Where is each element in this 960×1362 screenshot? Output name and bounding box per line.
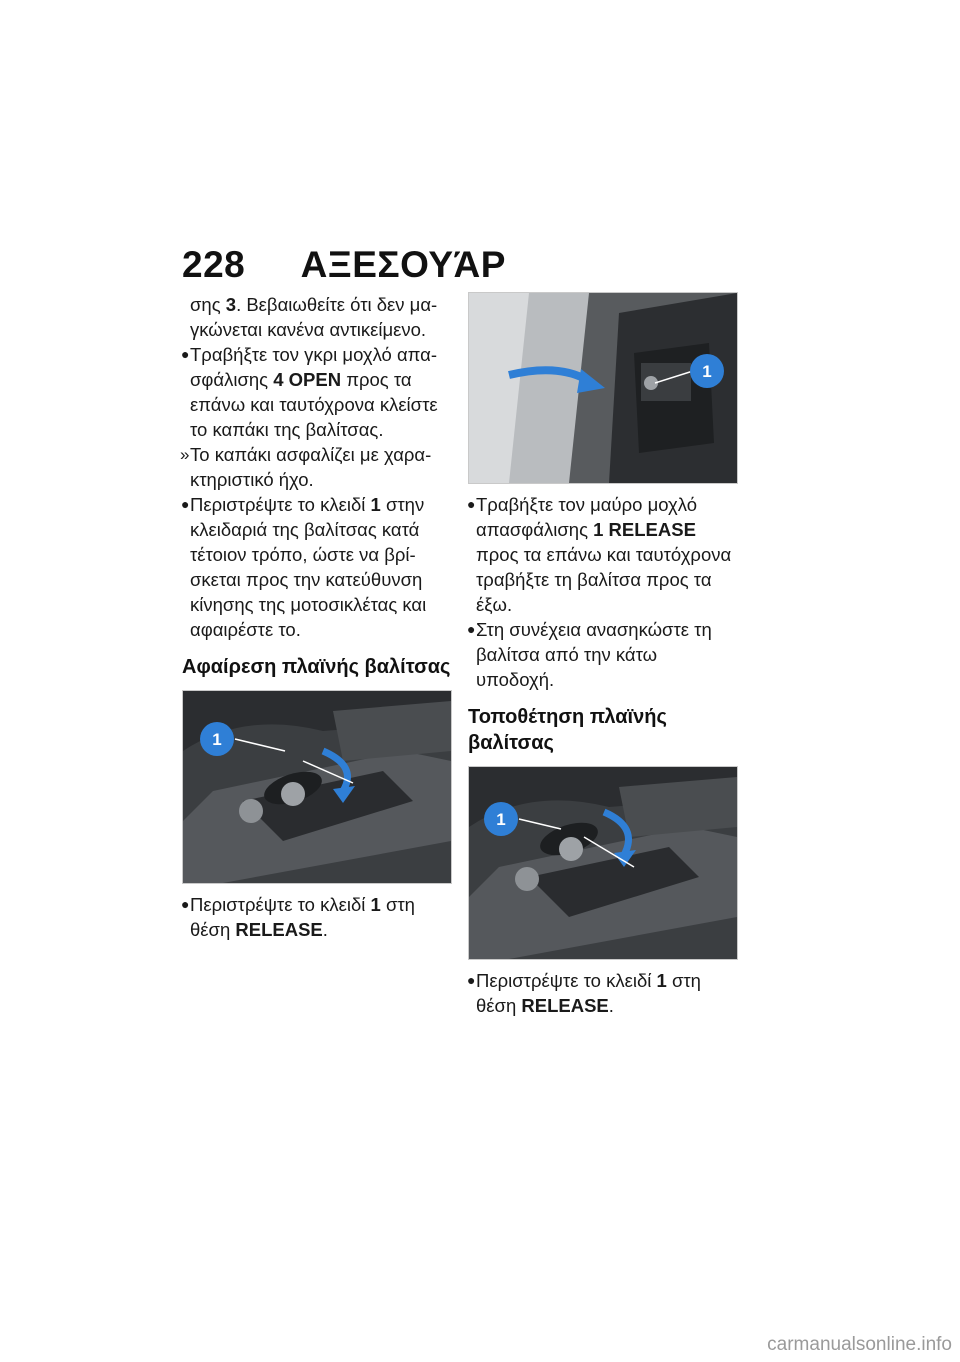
- list-item: ● Στη συνέχεια ανασηκώστε τη βαλίτσα από την κάτω υποδοχή.: [467, 619, 712, 690]
- list-item: ● Τραβήξτε τον μαύρο μοχλό απασφάλισης 1 RELEASE προς τα επάνω και ταυτόχρονα τραβήξτε τη βαλίτσα προς τα έξω.: [467, 494, 732, 615]
- result-arrow-icon: »: [180, 445, 190, 464]
- bullet-icon: ●: [181, 346, 190, 362]
- result-item: » Το καπάκι ασφαλίζει με χαρακτηριστικό ήχο.: [180, 444, 432, 490]
- right-column: [468, 292, 740, 1018]
- list-item: ● Τραβήξτε τον γκρι μοχλό απασφάλισης 4 OPEN προς τα επάνω και ταυτόχρονα κλείστε το καπάκι της βαλίτσας.: [181, 344, 438, 440]
- continuation-text: σης 3. Βεβαιωθείτε ότι δεν μαγκώνεται κανένα αντικείμενο.: [190, 294, 438, 340]
- bullet-icon: ●: [467, 972, 476, 988]
- footer-watermark: carmanualsonline.info: [767, 1334, 952, 1355]
- section-heading: Τοποθέτηση πλαϊνής βαλίτσας: [468, 706, 667, 754]
- callout-number: 1: [212, 730, 222, 749]
- section-heading: Αφαίρεση πλαϊνής βαλίτσας: [182, 656, 451, 678]
- callout-number: 1: [702, 362, 712, 381]
- page-number: 228: [182, 244, 246, 285]
- bullet-icon: ●: [467, 496, 476, 512]
- list-item: ● Περιστρέψτε το κλειδί 1 στη θέση RELEASE.: [181, 894, 415, 940]
- list-item: ● Περιστρέψτε το κλειδί 1 στην κλειδαριά της βαλίτσας κατά τέτοιον τρόπο, ώστε να βρίσκεται προς την κατεύθυνση κίνησης της μοτοσικλέτας και αφαιρέστε το.: [181, 494, 427, 640]
- bullet-icon: ●: [467, 621, 476, 637]
- bullet-icon: ●: [181, 896, 190, 912]
- callout-number: 1: [496, 810, 506, 829]
- list-item: ● Περιστρέψτε το κλειδί 1 στη θέση RELEASE.: [467, 970, 701, 1016]
- key-lock-illustration: [469, 767, 737, 959]
- release-lever-illustration: [469, 293, 737, 483]
- figure-release-lever: [468, 292, 738, 484]
- figure-key-lock: [182, 690, 452, 884]
- figure-key-lock-install: [468, 766, 738, 960]
- bullet-icon: ●: [181, 496, 190, 512]
- key-lock-illustration: [183, 691, 451, 883]
- section-title: ΑΞΕΣΟΥΆΡ: [300, 244, 506, 285]
- page-header: [182, 244, 506, 286]
- left-column: [182, 292, 454, 942]
